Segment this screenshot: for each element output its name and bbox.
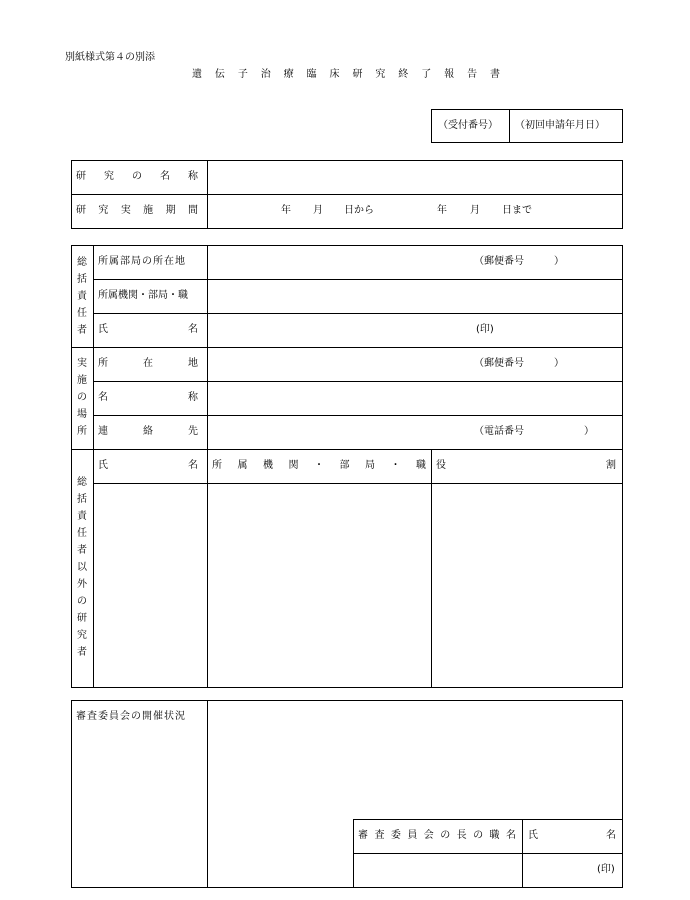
others-affiliation-field[interactable] (208, 484, 431, 687)
chair-title-field[interactable] (354, 854, 522, 887)
period-from-year: 年 (281, 205, 291, 216)
others-col-role-header: 役 割 (436, 460, 616, 471)
study-name-field[interactable] (208, 161, 622, 194)
site-postal-label: （郵便番号 ） (474, 358, 564, 369)
period-to-day: 日まで (502, 205, 532, 216)
others-side-label: 総 括 責 任 者 以 外 の 研 究 者 (77, 477, 87, 658)
site-contact-label: 連 絡 先 (98, 426, 198, 437)
section-divider-site (71, 449, 623, 450)
supervisor-name-field[interactable] (208, 314, 622, 347)
annex-label: 別紙様式第４の別添 (65, 52, 155, 63)
supervisor-postal-label: （郵便番号 ） (474, 256, 564, 267)
period-to-year: 年 (437, 205, 447, 216)
supervisor-side-label: 総 括 責 任 者 (77, 257, 87, 336)
period-to-month: 月 (470, 205, 480, 216)
chair-seal-label: (印) (597, 864, 615, 875)
site-location-label: 所 在 地 (98, 358, 198, 369)
site-name-label: 名 称 (98, 392, 198, 403)
committee-status-field[interactable] (208, 701, 622, 819)
initial-application-date-label: （初回申請年月日） (515, 120, 605, 131)
others-col-name-header: 氏 名 (98, 460, 198, 471)
chair-name-label: 氏 名 (528, 830, 616, 841)
site-side-label: 実 施 の 場 所 (77, 358, 87, 437)
supervisor-affiliation-label: 所属機関・部局・職 (98, 290, 188, 301)
receipt-number-label: （受付番号） (438, 120, 498, 131)
others-role-field[interactable] (432, 484, 622, 687)
document-title: 遺 伝 子 治 療 臨 床 研 究 終 了 報 告 書 (192, 69, 500, 80)
period-from-month: 月 (313, 205, 323, 216)
study-period-field[interactable] (208, 195, 622, 228)
chair-table-top (353, 819, 623, 820)
site-name-field[interactable] (208, 382, 622, 415)
site-phone-label: （電話番号 ） (474, 426, 594, 437)
study-name-label: 研 究 の 名 称 (76, 171, 198, 182)
supervisor-address-label: 所属部局の所在地 (98, 256, 186, 267)
others-name-field[interactable] (94, 484, 207, 687)
receipt-divider (509, 109, 510, 143)
others-col-affiliation-header: 所 属 機 関 ・ 部 局 ・ 職 (212, 460, 426, 471)
period-from-day: 日から (344, 205, 374, 216)
committee-status-label: 審査委員会の開催状況 (76, 711, 186, 722)
supervisor-affiliation-field[interactable] (208, 280, 622, 313)
supervisor-seal-label: (印) (476, 324, 494, 335)
supervisor-name-label: 氏 名 (98, 324, 198, 335)
chair-title-label: 審 査 委 員 会 の 長 の 職 名 (358, 830, 516, 841)
study-period-label: 研 究 実 施 期 間 (76, 205, 198, 216)
